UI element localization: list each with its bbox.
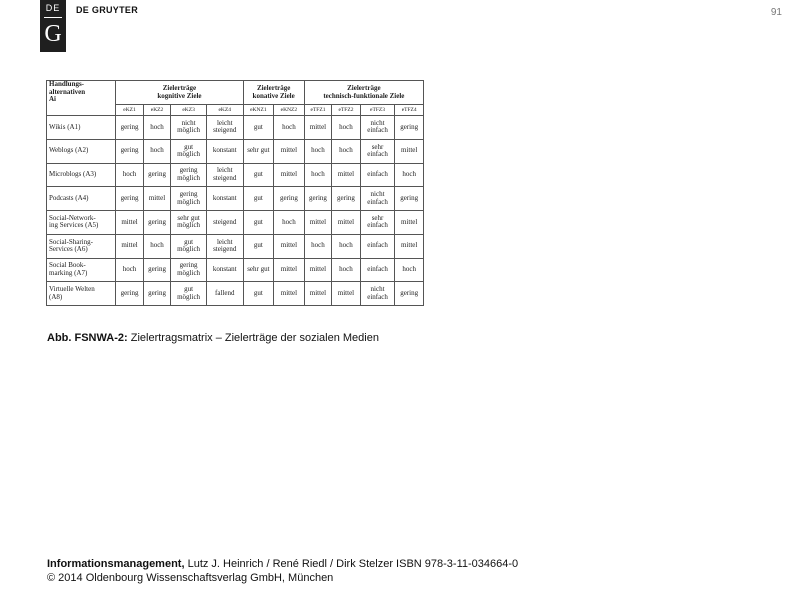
- table-row: [47, 139, 424, 163]
- corner-line-1: Handlungs-: [49, 80, 85, 88]
- table-cell: mittel: [395, 139, 424, 163]
- table-cell: hoch: [395, 258, 424, 282]
- footer: [47, 557, 518, 585]
- table-cell: gut: [243, 163, 274, 187]
- table-cell: mittel: [304, 116, 332, 140]
- matrix-body: [47, 116, 424, 306]
- table-cell: mittel: [274, 258, 305, 282]
- row-label: Microblogs (A3): [47, 163, 116, 187]
- table-cell: gut: [243, 234, 274, 258]
- table-cell: hoch: [304, 163, 332, 187]
- table-cell: leicht steigend: [206, 116, 243, 140]
- table-cell: hoch: [143, 234, 171, 258]
- table-cell: gering: [395, 187, 424, 211]
- logo-de-text: DE: [45, 3, 61, 13]
- table-cell: gering möglich: [171, 187, 207, 211]
- table-cell: gut möglich: [171, 139, 207, 163]
- table-cell: hoch: [332, 139, 361, 163]
- table-cell: gut: [243, 282, 274, 306]
- table-cell: gering: [143, 258, 171, 282]
- table-row: [47, 116, 424, 140]
- table-cell: gut möglich: [171, 282, 207, 306]
- table-cell: mittel: [116, 211, 144, 235]
- table-cell: gering: [116, 139, 144, 163]
- row-label: Social-Sharing- Services (A6): [47, 234, 116, 258]
- table-cell: einfach: [360, 258, 395, 282]
- table-cell: steigend: [206, 211, 243, 235]
- publisher-logo: [40, 0, 66, 52]
- table-cell: mittel: [274, 163, 305, 187]
- table-cell: fallend: [206, 282, 243, 306]
- table-cell: gering: [143, 282, 171, 306]
- table-cell: einfach: [360, 234, 395, 258]
- table-cell: mittel: [395, 234, 424, 258]
- table-cell: konstant: [206, 187, 243, 211]
- table-row: [47, 211, 424, 235]
- table-cell: mittel: [304, 282, 332, 306]
- table-cell: einfach: [360, 163, 395, 187]
- table-cell: mittel: [304, 211, 332, 235]
- table-cell: gering: [116, 187, 144, 211]
- subheader-cell: eKZ3: [171, 105, 207, 116]
- corner-line-3: Ai: [49, 95, 56, 103]
- table-cell: hoch: [332, 116, 361, 140]
- table-cell: mittel: [332, 163, 361, 187]
- book-authors: Lutz J. Heinrich / René Riedl / Dirk Stelzer ISBN 978-3-11-034664-0: [184, 558, 519, 570]
- table-cell: hoch: [274, 116, 305, 140]
- subheader-cell: eTFZ2: [332, 105, 361, 116]
- group-header-cognitive: Zielerträge kognitive Ziele: [116, 81, 243, 105]
- row-label: Wikis (A1): [47, 116, 116, 140]
- table-cell: gering: [395, 116, 424, 140]
- table-cell: sehr einfach: [360, 211, 395, 235]
- table-cell: nicht möglich: [171, 116, 207, 140]
- table-cell: mittel: [332, 211, 361, 235]
- target-yield-matrix: [46, 80, 424, 306]
- subheader-cell: eTFZ3: [360, 105, 395, 116]
- table-cell: leicht steigend: [206, 234, 243, 258]
- group-header-technical: Zielerträge technisch-funktionale Ziele: [304, 81, 423, 105]
- table-cell: gering: [395, 282, 424, 306]
- table-cell: nicht einfach: [360, 187, 395, 211]
- table-cell: mittel: [274, 234, 305, 258]
- table-cell: mittel: [304, 258, 332, 282]
- table-cell: gut: [243, 211, 274, 235]
- table-cell: hoch: [304, 234, 332, 258]
- table-cell: nicht einfach: [360, 116, 395, 140]
- table-cell: mittel: [395, 211, 424, 235]
- table-cell: hoch: [143, 116, 171, 140]
- table-cell: gering möglich: [171, 163, 207, 187]
- table-cell: gering: [274, 187, 305, 211]
- table-cell: leicht steigend: [206, 163, 243, 187]
- table-cell: hoch: [304, 139, 332, 163]
- table-row: [47, 187, 424, 211]
- table-cell: hoch: [395, 163, 424, 187]
- footer-copyright: © 2014 Oldenbourg Wissenschaftsverlag GmbH, München: [47, 572, 334, 584]
- table-cell: sehr gut: [243, 139, 274, 163]
- table-cell: mittel: [143, 187, 171, 211]
- row-label: Social Book- marking (A7): [47, 258, 116, 282]
- table-cell: sehr gut möglich: [171, 211, 207, 235]
- row-label: Virtuelle Welten (A8): [47, 282, 116, 306]
- table-cell: mittel: [274, 282, 305, 306]
- table-row: [47, 163, 424, 187]
- subheader-cell: eTFZ1: [304, 105, 332, 116]
- table-cell: gut: [243, 187, 274, 211]
- table-cell: gut: [243, 116, 274, 140]
- table-cell: konstant: [206, 139, 243, 163]
- table-cell: sehr gut: [243, 258, 274, 282]
- caption-label: Abb. FSNWA-2:: [47, 332, 128, 344]
- table-cell: mittel: [116, 234, 144, 258]
- corner-line-2: alternativen: [49, 87, 86, 96]
- table-cell: sehr einfach: [360, 139, 395, 163]
- matrix-corner-header: [47, 81, 116, 116]
- subheader-cell: eKZ2: [143, 105, 171, 116]
- logo-g-text: G: [44, 21, 62, 47]
- table-cell: gut möglich: [171, 234, 207, 258]
- table-cell: mittel: [274, 139, 305, 163]
- page-number: 91: [770, 7, 782, 18]
- table-row: [47, 234, 424, 258]
- subheader-cell: eKNZ1: [243, 105, 274, 116]
- table-cell: hoch: [332, 258, 361, 282]
- table-cell: konstant: [206, 258, 243, 282]
- table-cell: hoch: [116, 163, 144, 187]
- table-cell: hoch: [116, 258, 144, 282]
- table-cell: gering: [116, 116, 144, 140]
- table-cell: mittel: [332, 282, 361, 306]
- table-row: [47, 258, 424, 282]
- table-cell: gering: [116, 282, 144, 306]
- footer-line-1: [47, 557, 518, 571]
- logo-divider: [44, 17, 62, 18]
- figure-caption: [47, 332, 379, 344]
- table-cell: gering möglich: [171, 258, 207, 282]
- table-cell: hoch: [143, 139, 171, 163]
- subheader-cell: eKNZ2: [274, 105, 305, 116]
- table-cell: hoch: [274, 211, 305, 235]
- book-title: Informationsmanagement,: [47, 558, 185, 570]
- row-label: Weblogs (A2): [47, 139, 116, 163]
- table-row: [47, 282, 424, 306]
- publisher-name: DE GRUYTER: [76, 5, 139, 15]
- table-cell: gering: [143, 163, 171, 187]
- table-cell: gering: [143, 211, 171, 235]
- table-cell: gering: [304, 187, 332, 211]
- table-cell: hoch: [332, 234, 361, 258]
- row-label: Social-Network- ing Services (A5): [47, 211, 116, 235]
- group-header-conative: Zielerträge konative Ziele: [243, 81, 304, 105]
- row-label: Podcasts (A4): [47, 187, 116, 211]
- caption-text: Zielertragsmatrix – Zielerträge der sozialen Medien: [127, 332, 379, 344]
- table-cell: gering: [332, 187, 361, 211]
- subheader-cell: eKZ4: [206, 105, 243, 116]
- subheader-cell: eKZ1: [116, 105, 144, 116]
- table-cell: nicht einfach: [360, 282, 395, 306]
- subheader-cell: eTFZ4: [395, 105, 424, 116]
